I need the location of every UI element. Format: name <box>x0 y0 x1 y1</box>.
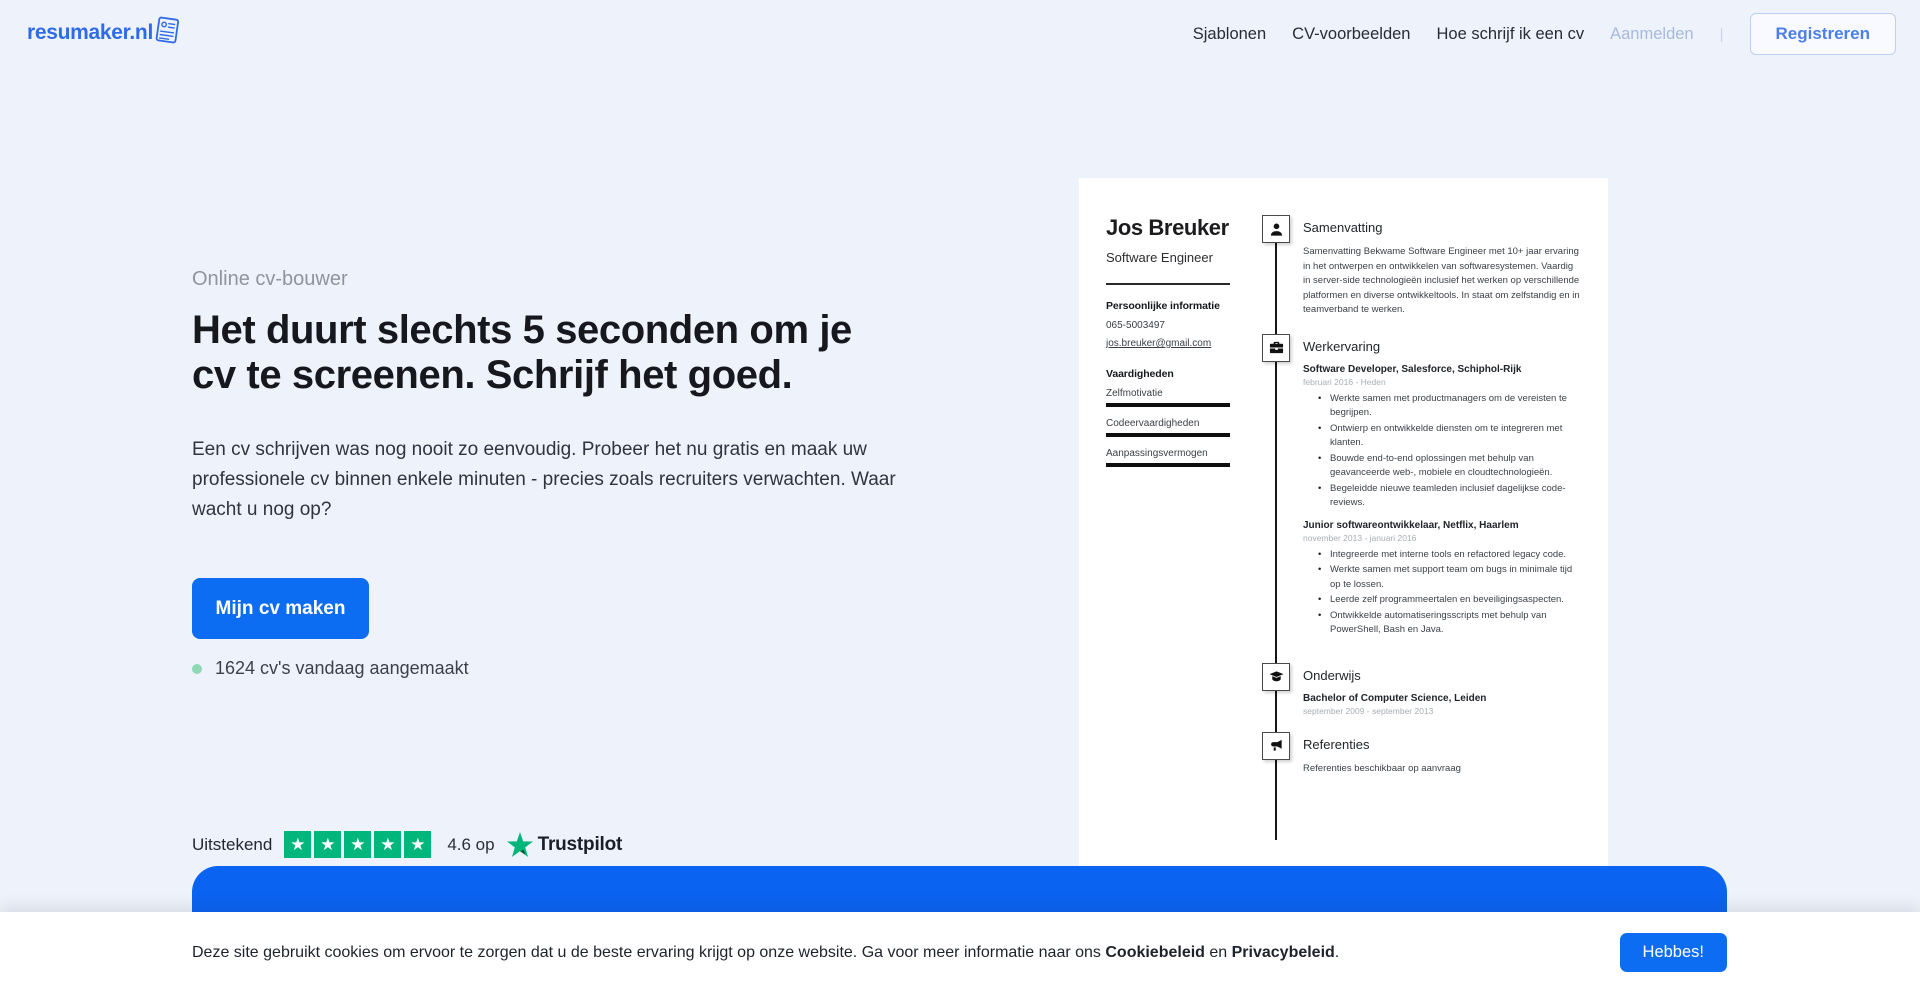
job-bullet: • Integreerde met interne tools en refactored legacy code. <box>1330 548 1582 563</box>
cookie-message <box>192 944 1339 962</box>
trustpilot-widget[interactable] <box>192 831 622 858</box>
skill-item <box>1106 418 1230 437</box>
nav-link-sjablonen[interactable]: Sjablonen <box>1192 24 1267 43</box>
resume-email: jos.breuker@gmail.com <box>1106 338 1212 349</box>
green-dot-icon <box>192 664 202 674</box>
education-degree: Bachelor of Computer Science, Leiden <box>1303 692 1487 704</box>
skill-label: Aanpassingsvermogen <box>1106 448 1208 459</box>
cookie-text-after: . <box>1334 943 1340 961</box>
resume-section-summary <box>1262 215 1582 318</box>
job-bullet: • Werkte samen met support team om bugs in minimale tijd op te lossen. <box>1330 563 1582 592</box>
nav-links <box>1193 13 1896 55</box>
references-text: Referenties beschikbaar op aanvraag <box>1303 762 1461 774</box>
megaphone-icon <box>1262 732 1290 760</box>
trustpilot-wordmark: Trustpilot <box>537 833 623 855</box>
star-icon <box>314 831 341 858</box>
job-bullet: • Leerde zelf programmeertalen en beveiligingsaspecten. <box>1330 593 1582 608</box>
daily-stat-text: 1624 cv's vandaag aangemaakt <box>215 658 469 678</box>
nav-divider: | <box>1719 25 1724 43</box>
job-bullet: • Werkte samen met productmanagers om de vereisten te begrijpen. <box>1330 392 1582 421</box>
trustpilot-logo <box>507 832 623 857</box>
skill-bar <box>1106 433 1230 437</box>
cookie-accept-button[interactable]: Hebbes! <box>1620 933 1727 972</box>
graduation-cap-icon <box>1262 663 1290 691</box>
education-content <box>1303 663 1582 716</box>
resume-left-column <box>1106 215 1230 866</box>
hero-title-line1: Het duurt slechts 5 seconden om je <box>192 308 852 352</box>
brand-logo[interactable] <box>27 21 178 48</box>
job-bullets <box>1303 392 1582 511</box>
hero-description: Een cv schrijven was nog nooit zo eenvoudig. Probeer het nu gratis en maak uw professionele cv binnen enkele minuten - precies zoals recruiters verwachten. Waar wacht u nog op? <box>192 439 896 520</box>
job-bullet: • Ontwierp en ontwikkelde diensten om te integreren met klanten. <box>1330 422 1582 451</box>
resume-section-education <box>1262 663 1582 716</box>
job-bullets <box>1303 548 1582 638</box>
resume-preview <box>1079 178 1608 866</box>
signin-link[interactable]: Aanmelden <box>1610 24 1694 43</box>
daily-stat <box>192 658 972 679</box>
skill-label: Zelfmotivatie <box>1106 388 1163 399</box>
job-title: Software Developer, Salesforce, Schiphol-Rijk <box>1303 363 1522 375</box>
briefcase-icon <box>1262 334 1290 362</box>
nav-link-cv-voorbeelden[interactable]: CV-voorbeelden <box>1292 24 1411 43</box>
privacy-policy-link[interactable]: Privacybeleid <box>1231 943 1335 961</box>
skill-label: Codeervaardigheden <box>1106 418 1200 429</box>
resume-timeline <box>1262 215 1582 866</box>
skill-bar <box>1106 463 1230 467</box>
cookie-text-between: en <box>1204 943 1232 961</box>
resume-skills <box>1106 368 1230 467</box>
brand-name: resumaker.nl <box>27 20 153 44</box>
hero-title-line2: cv te screenen. Schrijf het goed. <box>192 353 793 397</box>
resume-name: Jos Breuker <box>1106 215 1229 240</box>
skill-bar <box>1106 403 1230 407</box>
register-button[interactable]: Registreren <box>1750 13 1896 55</box>
resume-personal-heading: Persoonlijke informatie <box>1106 300 1220 312</box>
job-bullet: • Ontwikkelde automatiseringsscripts met behulp van PowerShell, Bash en Java. <box>1330 609 1582 638</box>
experience-content <box>1303 334 1582 647</box>
create-cv-button[interactable]: Mijn cv maken <box>192 578 369 639</box>
cookie-text-before: Deze site gebruikt cookies om ervoor te zorgen dat u de beste ervaring krijgt op onze website. Ga voor meer informatie naar ons <box>192 943 1106 961</box>
hero-section <box>192 268 972 679</box>
references-heading: Referenties <box>1303 736 1370 752</box>
cookie-consent-bar <box>0 912 1920 993</box>
star-icon <box>374 831 401 858</box>
resume-section-experience <box>1262 334 1582 647</box>
resume-document-icon <box>154 15 180 49</box>
job-dates: februari 2016 - Heden <box>1303 376 1386 387</box>
summary-text: Samenvatting Bekwame Software Engineer met 10+ jaar ervaring in het ontwerpen en ontwikkelen van softwaresystemen. Vaardig in server-side technologieën inclusief het werken op verschillende platformen en diverse ontwikkeltools. In staat om zelfstandig en in teamverband te werken. <box>1303 246 1580 315</box>
resume-section-references <box>1262 732 1582 777</box>
job-bullet: • Begeleidde nieuwe teamleden inclusief dagelijkse code-reviews. <box>1330 482 1582 511</box>
summary-content <box>1303 215 1582 318</box>
star-icon <box>404 831 431 858</box>
education-heading: Onderwijs <box>1303 667 1361 683</box>
job-dates: november 2013 - januari 2016 <box>1303 532 1417 543</box>
summary-heading: Samenvatting <box>1303 220 1383 235</box>
skill-item <box>1106 448 1230 467</box>
resume-divider <box>1106 283 1230 285</box>
job-entry <box>1303 520 1582 638</box>
job-entry <box>1303 364 1582 511</box>
person-icon <box>1262 215 1290 243</box>
education-dates: september 2009 - september 2013 <box>1303 705 1434 716</box>
top-navigation <box>0 0 1920 68</box>
skill-item <box>1106 388 1230 407</box>
references-content <box>1303 732 1582 777</box>
experience-heading: Werkervaring <box>1303 338 1381 354</box>
resume-job-title: Software Engineer <box>1106 250 1213 265</box>
job-title: Junior softwareontwikkelaar, Netflix, Haarlem <box>1303 519 1519 531</box>
job-bullet: • Bouwde end-to-end oplossingen met behulp van geavanceerde web-, mobiele en cloudtechnologieën. <box>1330 452 1582 481</box>
hero-eyebrow: Online cv-bouwer <box>192 268 348 290</box>
resume-skills-heading: Vaardigheden <box>1106 368 1174 380</box>
star-icon <box>344 831 371 858</box>
hero-title <box>192 308 972 398</box>
resume-phone: 065-5003497 <box>1106 320 1165 331</box>
star-icon <box>284 831 311 858</box>
trustpilot-rating-label: Uitstekend <box>192 834 273 854</box>
nav-link-hoe-schrijf-ik-een-cv[interactable]: Hoe schrijf ik een cv <box>1436 24 1585 43</box>
trustpilot-score: 4.6 op <box>447 834 495 854</box>
cookie-policy-link[interactable]: Cookiebeleid <box>1105 943 1205 961</box>
trustpilot-star-icon <box>507 832 533 857</box>
trustpilot-stars <box>284 831 431 858</box>
